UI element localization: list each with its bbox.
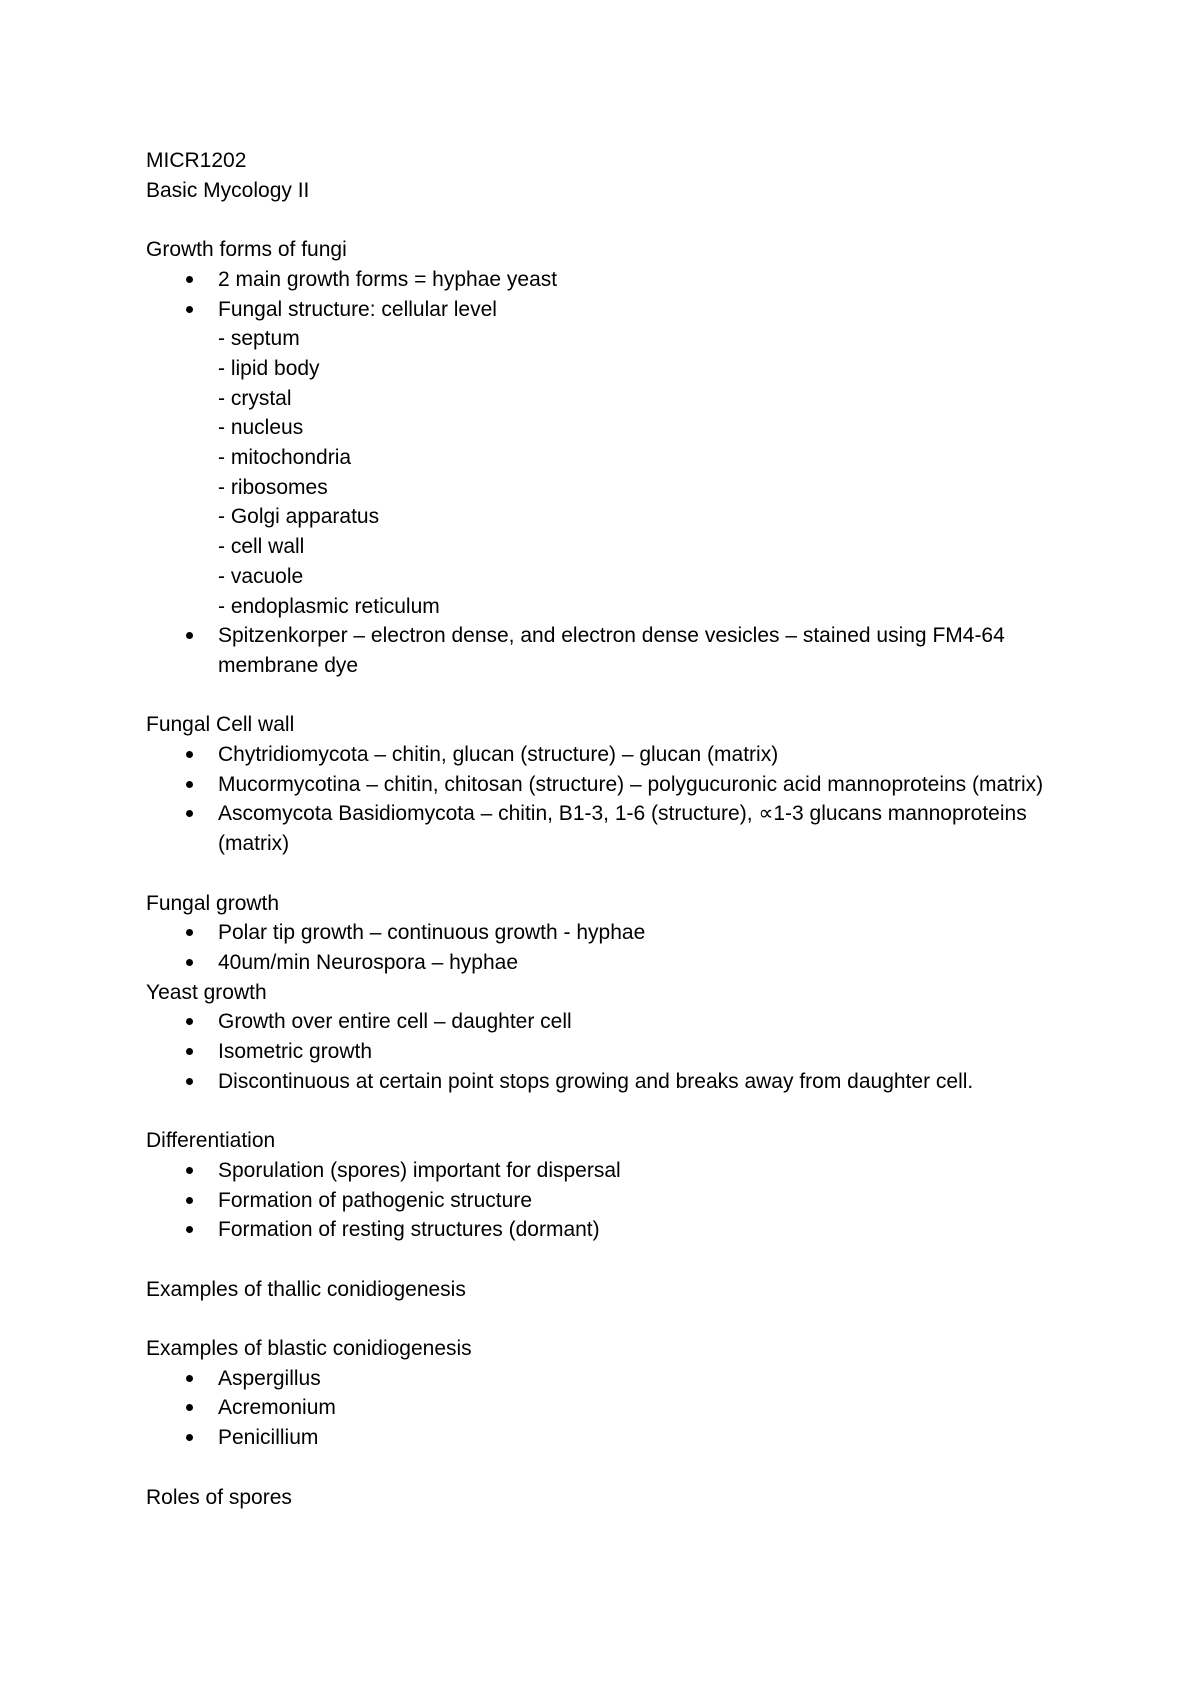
- section-heading-blastic: Examples of blastic conidiogenesis: [146, 1337, 472, 1361]
- sub-item: - ribosomes: [218, 475, 328, 499]
- differentiation-list: [146, 1156, 1066, 1245]
- sub-item: - septum: [218, 327, 300, 351]
- list-item-text: Mucormycotina – chitin, chitosan (structure) – polygucuronic acid mannoproteins (matrix): [218, 772, 1044, 796]
- spacer: [146, 681, 1066, 711]
- sub-item: - mitochondria: [218, 446, 352, 470]
- list-item: [146, 1037, 1066, 1067]
- list-item-text: Fungal structure: cellular level: [218, 297, 497, 321]
- spacer: [146, 205, 1066, 235]
- yeast-growth-list: [146, 1007, 1066, 1096]
- spacer: [146, 859, 1066, 889]
- list-item-text: Polar tip growth – continuous growth - hyphae: [218, 921, 646, 945]
- list-item-text: 40um/min Neurospora – hyphae: [218, 950, 519, 974]
- cell-wall-list: [146, 740, 1066, 859]
- list-item-text: Growth over entire cell – daughter cell: [218, 1010, 572, 1034]
- list-item-text: Formation of pathogenic structure: [218, 1188, 532, 1212]
- list-item: [146, 918, 1066, 948]
- list-item-text: Discontinuous at certain point stops growing and breaks away from daughter cell.: [218, 1069, 974, 1093]
- spacer: [146, 1304, 1066, 1334]
- list-item-text: Sporulation (spores) important for dispersal: [218, 1158, 621, 1182]
- section-heading-fungal-growth: Fungal growth: [146, 891, 280, 915]
- section-heading-growth-forms: Growth forms of fungi: [146, 238, 347, 262]
- spacer: [146, 1245, 1066, 1275]
- list-item: [146, 770, 1066, 800]
- growth-forms-list: [146, 265, 1066, 681]
- list-item-text: Formation of resting structures (dormant): [218, 1218, 600, 1242]
- sub-item: - Golgi apparatus: [218, 505, 380, 529]
- sub-item: - lipid body: [218, 356, 320, 380]
- section-heading-cell-wall: Fungal Cell wall: [146, 713, 295, 737]
- list-item-text: Spitzenkorper – electron dense, and electron dense vesicles – stained using FM4-64 membrane dye: [218, 624, 1005, 677]
- list-item-text: Penicillium: [218, 1426, 319, 1450]
- document-title: Basic Mycology II: [146, 178, 310, 202]
- list-item-text: Chytridiomycota – chitin, glucan (structure) – glucan (matrix): [218, 743, 779, 767]
- list-item: [146, 1067, 1066, 1097]
- section-heading-differentiation: Differentiation: [146, 1129, 276, 1153]
- list-item: [146, 1156, 1066, 1186]
- list-item: [146, 1215, 1066, 1245]
- spacer: [146, 1453, 1066, 1483]
- list-item-text: Ascomycota Basidiomycota – chitin, B1-3, 1-6 (structure), ∝1-3 glucans mannoproteins (matrix): [218, 802, 1027, 856]
- list-item: [146, 1007, 1066, 1037]
- document-page: [146, 146, 1066, 1512]
- list-item: [146, 621, 1066, 680]
- list-item-text: Aspergillus: [218, 1366, 321, 1390]
- list-item: [146, 740, 1066, 770]
- list-item: [146, 265, 1066, 295]
- section-heading-yeast-growth: Yeast growth: [146, 980, 267, 1004]
- list-item: [146, 1423, 1066, 1453]
- fungal-growth-list: [146, 918, 1066, 977]
- list-item: [146, 1393, 1066, 1423]
- sub-item: - crystal: [218, 386, 292, 410]
- sub-item: - endoplasmic reticulum: [218, 594, 440, 618]
- list-item-text: Isometric growth: [218, 1040, 373, 1064]
- sub-item: - vacuole: [218, 564, 304, 588]
- sub-item: - cell wall: [218, 535, 305, 559]
- list-item-text: Acremonium: [218, 1396, 336, 1420]
- section-heading-thallic: Examples of thallic conidiogenesis: [146, 1277, 466, 1301]
- list-item: [146, 948, 1066, 978]
- list-item: [146, 295, 1066, 622]
- spacer: [146, 1096, 1066, 1126]
- list-item: [146, 1186, 1066, 1216]
- course-code: MICR1202: [146, 149, 247, 172]
- list-item: [146, 1364, 1066, 1394]
- blastic-list: [146, 1364, 1066, 1453]
- section-heading-spores: Roles of spores: [146, 1485, 292, 1509]
- list-item: [146, 799, 1066, 858]
- sub-item: - nucleus: [218, 416, 304, 440]
- list-item-text: 2 main growth forms = hyphae yeast: [218, 267, 558, 291]
